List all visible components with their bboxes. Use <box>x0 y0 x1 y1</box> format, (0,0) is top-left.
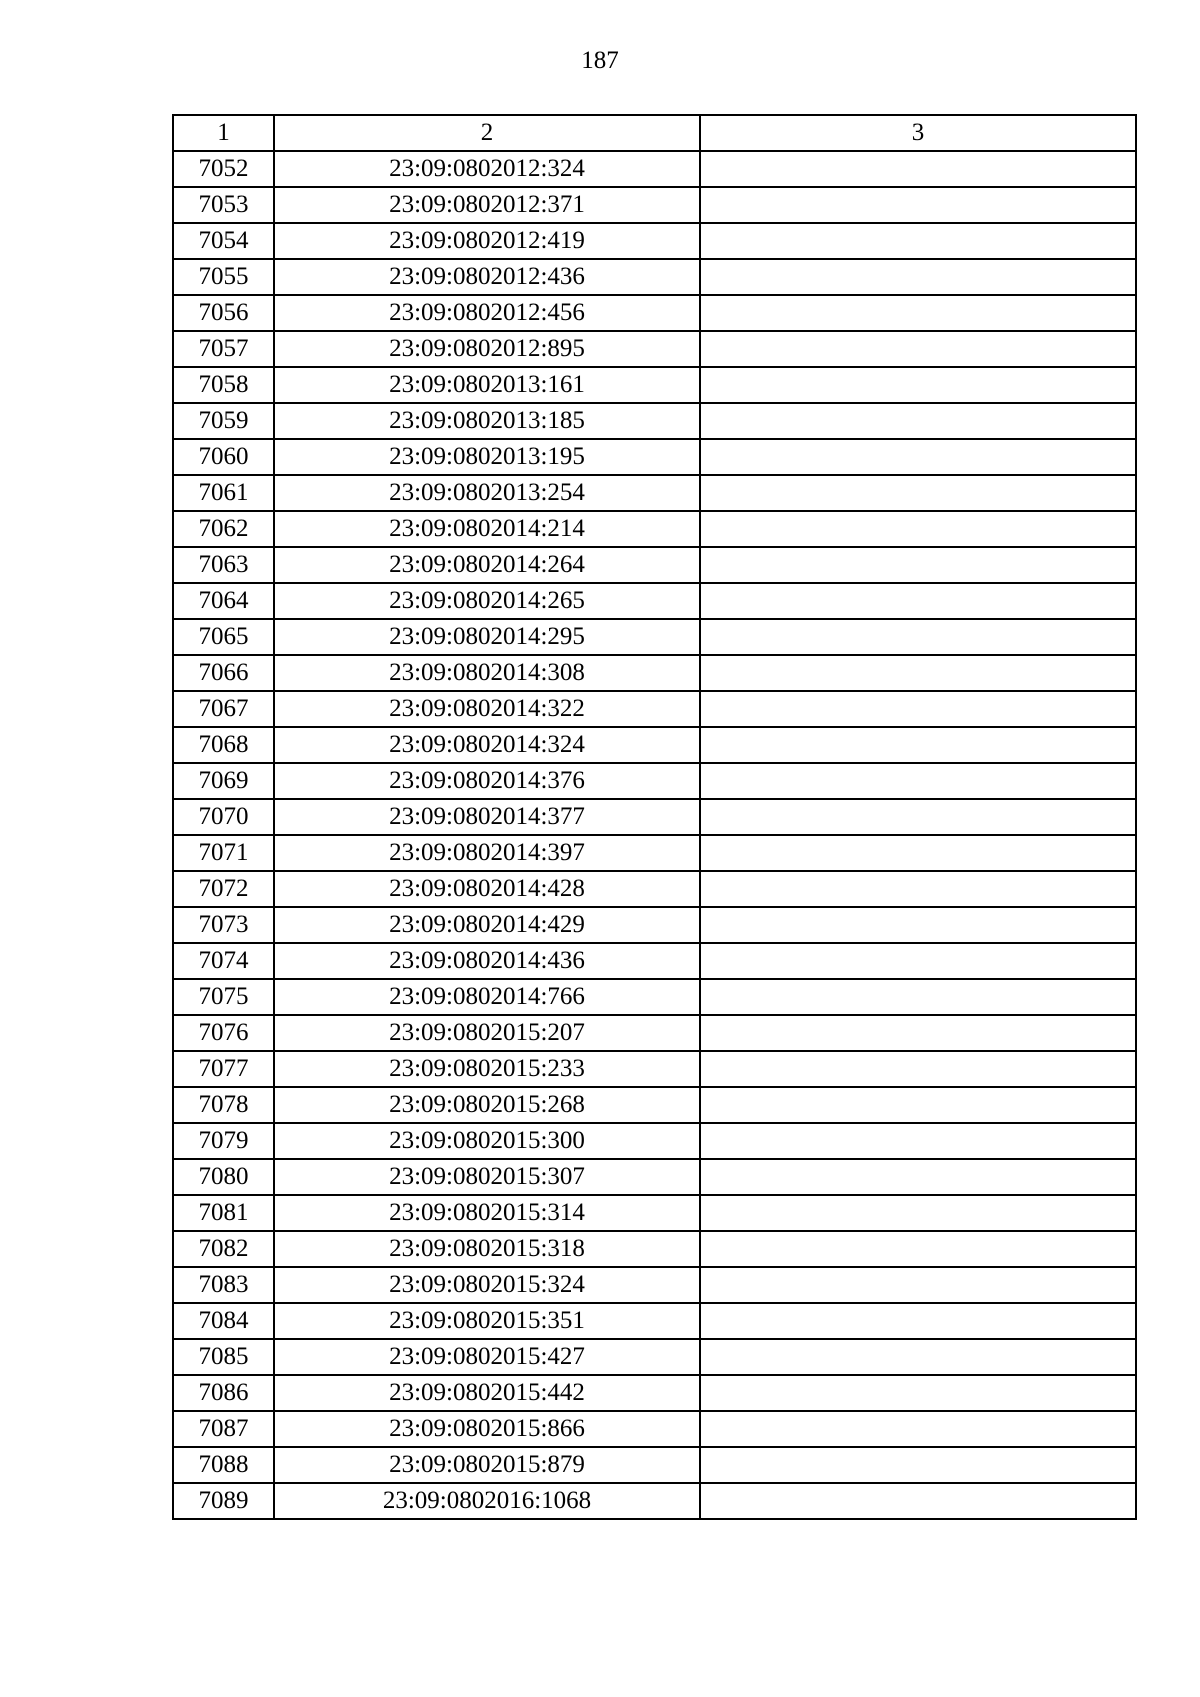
note-cell <box>700 871 1136 907</box>
cadastral-number-cell: 23:09:0802015:427 <box>274 1339 700 1375</box>
cadastral-number-cell: 23:09:0802015:866 <box>274 1411 700 1447</box>
row-number-cell: 7085 <box>173 1339 274 1375</box>
row-number-cell: 7078 <box>173 1087 274 1123</box>
table-row <box>173 187 1136 223</box>
row-number-cell: 7086 <box>173 1375 274 1411</box>
row-number-cell: 7087 <box>173 1411 274 1447</box>
cadastral-number-cell: 23:09:0802015:307 <box>274 1159 700 1195</box>
note-cell <box>700 1483 1136 1519</box>
row-number-cell: 7056 <box>173 295 274 331</box>
note-cell <box>700 727 1136 763</box>
cadastral-number-cell: 23:09:0802014:766 <box>274 979 700 1015</box>
table-row <box>173 259 1136 295</box>
row-number-cell: 7079 <box>173 1123 274 1159</box>
note-cell <box>700 763 1136 799</box>
cadastral-number-cell: 23:09:0802014:436 <box>274 943 700 979</box>
note-cell <box>700 439 1136 475</box>
row-number-cell: 7074 <box>173 943 274 979</box>
cadastral-number-cell: 23:09:0802012:419 <box>274 223 700 259</box>
note-cell <box>700 1051 1136 1087</box>
note-cell <box>700 835 1136 871</box>
note-cell <box>700 583 1136 619</box>
note-cell <box>700 979 1136 1015</box>
row-number-cell: 7082 <box>173 1231 274 1267</box>
note-cell <box>700 259 1136 295</box>
cadastral-number-cell: 23:09:0802015:233 <box>274 1051 700 1087</box>
table-row <box>173 727 1136 763</box>
note-cell <box>700 1087 1136 1123</box>
column-header-3: 3 <box>700 115 1136 151</box>
note-cell <box>700 475 1136 511</box>
table-row <box>173 1231 1136 1267</box>
note-cell <box>700 1447 1136 1483</box>
column-header-2: 2 <box>274 115 700 151</box>
row-number-cell: 7058 <box>173 367 274 403</box>
cadastral-number-cell: 23:09:0802013:254 <box>274 475 700 511</box>
note-cell <box>700 367 1136 403</box>
row-number-cell: 7068 <box>173 727 274 763</box>
note-cell <box>700 1303 1136 1339</box>
table-row <box>173 223 1136 259</box>
note-cell <box>700 1195 1136 1231</box>
row-number-cell: 7059 <box>173 403 274 439</box>
table-row <box>173 619 1136 655</box>
note-cell <box>700 331 1136 367</box>
cadastral-number-cell: 23:09:0802015:879 <box>274 1447 700 1483</box>
table-row <box>173 1159 1136 1195</box>
cadastral-number-cell: 23:09:0802014:324 <box>274 727 700 763</box>
row-number-cell: 7088 <box>173 1447 274 1483</box>
row-number-cell: 7053 <box>173 187 274 223</box>
table-row <box>173 799 1136 835</box>
table-row <box>173 691 1136 727</box>
table-row <box>173 763 1136 799</box>
note-cell <box>700 295 1136 331</box>
cadastral-number-cell: 23:09:0802014:264 <box>274 547 700 583</box>
row-number-cell: 7072 <box>173 871 274 907</box>
note-cell <box>700 1123 1136 1159</box>
cadastral-number-cell: 23:09:0802012:371 <box>274 187 700 223</box>
note-cell <box>700 1267 1136 1303</box>
cadastral-number-cell: 23:09:0802015:324 <box>274 1267 700 1303</box>
cadastral-number-cell: 23:09:0802016:1068 <box>274 1483 700 1519</box>
cadastral-number-cell: 23:09:0802014:322 <box>274 691 700 727</box>
cadastral-number-cell: 23:09:0802014:397 <box>274 835 700 871</box>
table-row <box>173 1303 1136 1339</box>
note-cell <box>700 655 1136 691</box>
row-number-cell: 7060 <box>173 439 274 475</box>
note-cell <box>700 547 1136 583</box>
row-number-cell: 7071 <box>173 835 274 871</box>
row-number-cell: 7080 <box>173 1159 274 1195</box>
cadastral-number-cell: 23:09:0802015:207 <box>274 1015 700 1051</box>
note-cell <box>700 187 1136 223</box>
note-cell <box>700 1411 1136 1447</box>
cadastral-number-cell: 23:09:0802015:442 <box>274 1375 700 1411</box>
row-number-cell: 7089 <box>173 1483 274 1519</box>
cadastral-number-cell: 23:09:0802015:314 <box>274 1195 700 1231</box>
cadastral-number-cell: 23:09:0802013:195 <box>274 439 700 475</box>
table-row <box>173 511 1136 547</box>
row-number-cell: 7077 <box>173 1051 274 1087</box>
row-number-cell: 7066 <box>173 655 274 691</box>
row-number-cell: 7052 <box>173 151 274 187</box>
row-number-cell: 7063 <box>173 547 274 583</box>
table-row <box>173 979 1136 1015</box>
table-body <box>173 151 1136 1519</box>
row-number-cell: 7062 <box>173 511 274 547</box>
table-row <box>173 1483 1136 1519</box>
note-cell <box>700 151 1136 187</box>
cadastral-number-cell: 23:09:0802015:318 <box>274 1231 700 1267</box>
table-row <box>173 1375 1136 1411</box>
cadastral-number-cell: 23:09:0802014:428 <box>274 871 700 907</box>
table-row <box>173 1339 1136 1375</box>
table-row <box>173 907 1136 943</box>
table-row <box>173 871 1136 907</box>
page-number: 187 <box>581 47 619 74</box>
note-cell <box>700 1015 1136 1051</box>
row-number-cell: 7065 <box>173 619 274 655</box>
table-row <box>173 547 1136 583</box>
cadastral-number-cell: 23:09:0802015:351 <box>274 1303 700 1339</box>
cadastral-number-cell: 23:09:0802012:895 <box>274 331 700 367</box>
row-number-cell: 7083 <box>173 1267 274 1303</box>
row-number-cell: 7054 <box>173 223 274 259</box>
cadastral-number-cell: 23:09:0802014:429 <box>274 907 700 943</box>
cadastral-number-cell: 23:09:0802014:377 <box>274 799 700 835</box>
table-row <box>173 475 1136 511</box>
note-cell <box>700 1159 1136 1195</box>
row-number-cell: 7076 <box>173 1015 274 1051</box>
row-number-cell: 7057 <box>173 331 274 367</box>
note-cell <box>700 1231 1136 1267</box>
table-header-row <box>173 115 1136 151</box>
note-cell <box>700 907 1136 943</box>
note-cell <box>700 691 1136 727</box>
table-row <box>173 943 1136 979</box>
table-row <box>173 835 1136 871</box>
row-number-cell: 7067 <box>173 691 274 727</box>
table-row <box>173 1411 1136 1447</box>
cadastral-number-cell: 23:09:0802014:376 <box>274 763 700 799</box>
note-cell <box>700 223 1136 259</box>
table-row <box>173 655 1136 691</box>
table-row <box>173 403 1136 439</box>
table-row <box>173 1051 1136 1087</box>
row-number-cell: 7055 <box>173 259 274 295</box>
row-number-cell: 7073 <box>173 907 274 943</box>
note-cell <box>700 1339 1136 1375</box>
row-number-cell: 7084 <box>173 1303 274 1339</box>
cadastral-number-cell: 23:09:0802012:324 <box>274 151 700 187</box>
cadastral-number-cell: 23:09:0802015:268 <box>274 1087 700 1123</box>
table-row <box>173 1015 1136 1051</box>
table-row <box>173 583 1136 619</box>
table-row <box>173 1447 1136 1483</box>
table-row <box>173 1267 1136 1303</box>
cadastral-number-cell: 23:09:0802014:308 <box>274 655 700 691</box>
note-cell <box>700 619 1136 655</box>
cadastral-number-cell: 23:09:0802012:456 <box>274 295 700 331</box>
row-number-cell: 7061 <box>173 475 274 511</box>
cadastral-number-cell: 23:09:0802014:295 <box>274 619 700 655</box>
note-cell <box>700 1375 1136 1411</box>
table-row <box>173 331 1136 367</box>
table-row <box>173 1123 1136 1159</box>
row-number-cell: 7069 <box>173 763 274 799</box>
cadastral-number-cell: 23:09:0802015:300 <box>274 1123 700 1159</box>
row-number-cell: 7064 <box>173 583 274 619</box>
note-cell <box>700 511 1136 547</box>
table-row <box>173 295 1136 331</box>
note-cell <box>700 403 1136 439</box>
note-cell <box>700 799 1136 835</box>
cadastral-number-cell: 23:09:0802014:214 <box>274 511 700 547</box>
column-header-1: 1 <box>173 115 274 151</box>
note-cell <box>700 943 1136 979</box>
table-row <box>173 1195 1136 1231</box>
registry-table <box>172 114 1137 1520</box>
row-number-cell: 7070 <box>173 799 274 835</box>
row-number-cell: 7075 <box>173 979 274 1015</box>
cadastral-number-cell: 23:09:0802014:265 <box>274 583 700 619</box>
row-number-cell: 7081 <box>173 1195 274 1231</box>
table-row <box>173 1087 1136 1123</box>
table-row <box>173 439 1136 475</box>
cadastral-number-cell: 23:09:0802013:185 <box>274 403 700 439</box>
table-row <box>173 367 1136 403</box>
table-row <box>173 151 1136 187</box>
cadastral-number-cell: 23:09:0802013:161 <box>274 367 700 403</box>
cadastral-number-cell: 23:09:0802012:436 <box>274 259 700 295</box>
